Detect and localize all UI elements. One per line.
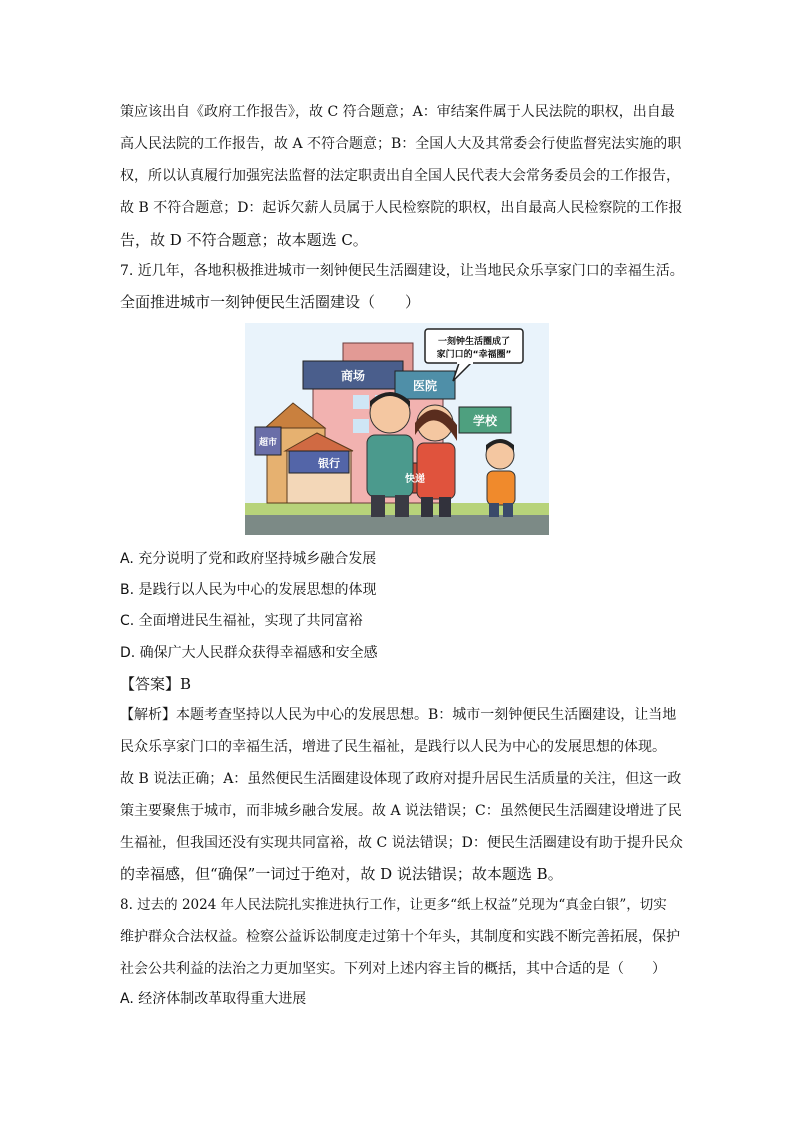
question-8-stem: 社会公共利益的法治之力更加坚实。下列对上述内容主旨的概括，其中合适的是（ ） xyxy=(120,961,666,977)
analysis-line: 故 B 说法正确；A：虽然便民生活圈建设体现了政府对提升居民生活质量的关注，但这一政 xyxy=(120,771,682,787)
question-7-stem: 7. 近几年，各地积极推进城市一刻钟便民生活圈建设，让当地民众乐享家门口的幸福生活。 xyxy=(120,263,684,279)
bubble-text-line-1: 一刻钟生活圈成了 xyxy=(437,337,511,347)
question-8-stem: 维护群众合法权益。检察公益诉讼制度走过第十个年头，其制度和实践不断完善拓展，保护 xyxy=(120,929,680,945)
sign-hospital: 医院 xyxy=(412,379,438,393)
cartoon-illustration xyxy=(245,323,549,535)
paragraph-line: 权，所以认真履行加强宪法监督的法定职责出自全国人民代表大会常务委员会的工作报告， xyxy=(120,168,680,184)
option-c: C. 全面增进民生福祉，实现了共同富裕 xyxy=(120,613,363,629)
option-b: B. 是践行以人民为中心的发展思想的体现 xyxy=(120,582,377,598)
analysis-line: 的幸福感，但“确保”一词过于绝对，故 D 说法错误；故本题选 B。 xyxy=(120,865,563,883)
sign-school: 学校 xyxy=(472,414,498,428)
answer: 【答案】B xyxy=(120,675,192,693)
sign-supermarket: 超市 xyxy=(258,438,278,448)
analysis-line: 民众乐享家门口的幸福生活，增进了民生福祉，是践行以人民为中心的发展思想的体现。 xyxy=(120,739,666,755)
option-a: A. 充分说明了党和政府坚持城乡融合发展 xyxy=(120,551,377,567)
analysis-line: 策主要聚焦于城市，而非城乡融合发展。故 A 说法错误；C：虽然便民生活圈建设增进了民 xyxy=(120,803,682,819)
question-8-stem: 8. 过去的 2024 年人民法院扎实推进执行工作，让更多“纸上权益”兑现为“真金白银”，切实 xyxy=(120,897,667,913)
sign-bank: 银行 xyxy=(318,457,340,470)
option-d: D. 确保广大人民群众获得幸福感和安全感 xyxy=(120,645,378,661)
question-7-stem: 全面推进城市一刻钟便民生活圈建设（ ） xyxy=(120,293,421,311)
paragraph-line: 策应该出自《政府工作报告》，故 C 符合题意；A：审结案件属于人民法院的职权，出自最 xyxy=(120,104,675,120)
sign-express: 快递 xyxy=(405,474,425,485)
question-8-option-a: A. 经济体制改革取得重大进展 xyxy=(120,991,307,1007)
paragraph-line: 高人民法院的工作报告，故 A 不符合题意；B：全国人大及其常委会行使监督宪法实施的职 xyxy=(120,136,682,152)
bubble-text-line-2: 家门口的“幸福圈” xyxy=(436,350,512,360)
paragraph-line: 故 B 不符合题意；D：起诉欠薪人员属于人民检察院的职权，出自最高人民检察院的工作报 xyxy=(120,200,683,216)
analysis-line: 【解析】本题考查坚持以人民为中心的发展思想。B：城市一刻钟便民生活圈建设，让当地 xyxy=(120,707,677,723)
paragraph-line: 告，故 D 不符合题意；故本题选 C。 xyxy=(120,231,368,249)
sign-mall: 商场 xyxy=(340,369,366,383)
analysis-line: 生福祉，但我国还没有实现共同富裕，故 C 说法错误；D：便民生活圈建设有助于提升民众 xyxy=(120,835,683,851)
